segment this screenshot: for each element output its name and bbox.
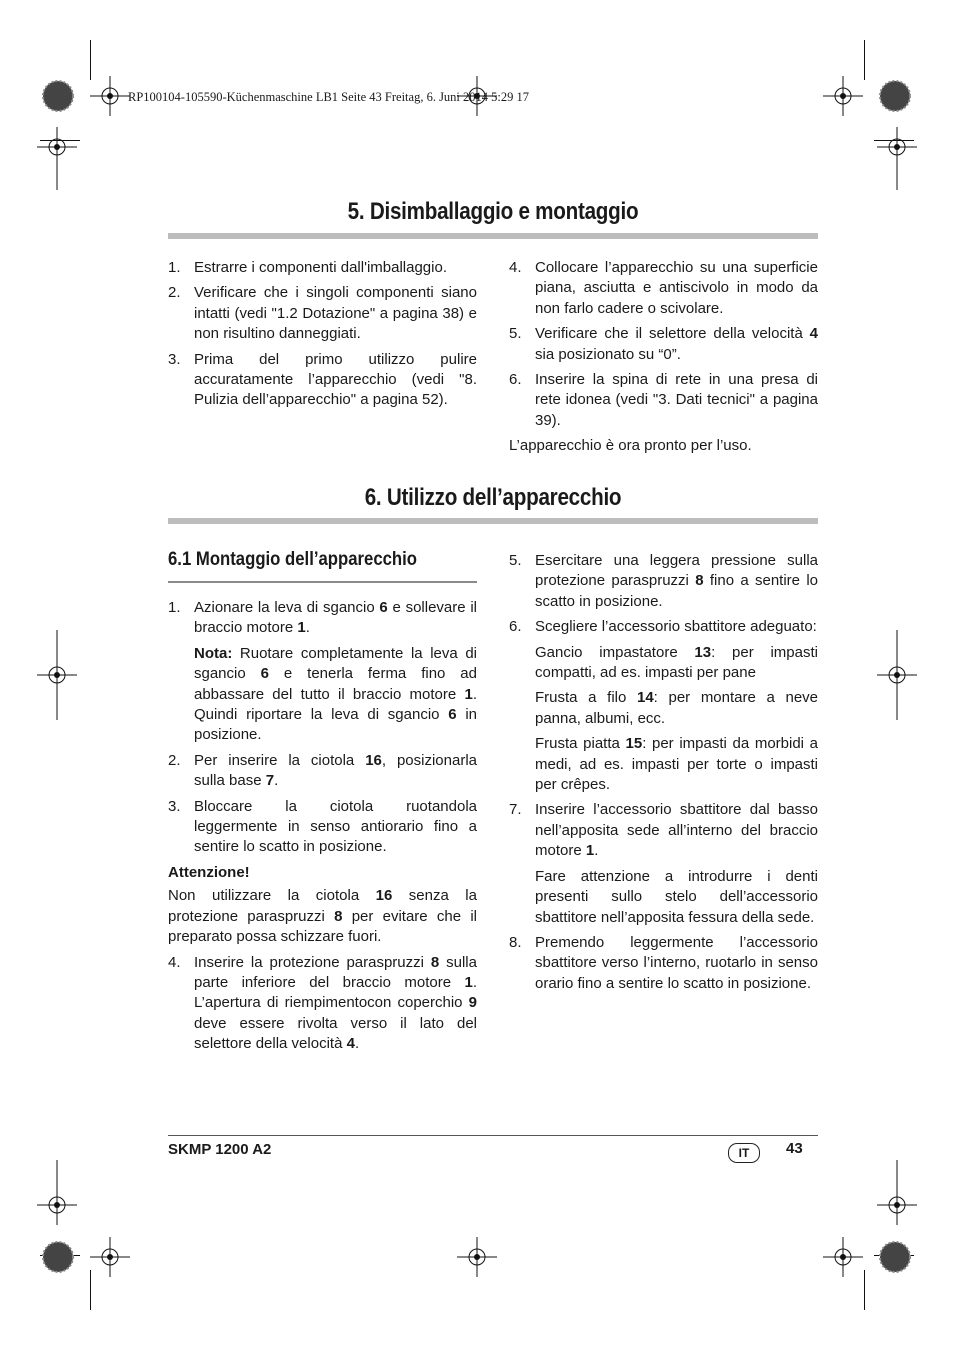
accessory-dough-hook: Gancio impastatore 13: per impasti compatti, ad es. impasti per pane [535,643,818,682]
section-5-title: 5. Disimballaggio e montaggio [347,198,639,225]
list-item: 4. Inserire la protezione paraspruzzi 8 sulla parte inferiore del braccio motore 1. L’apertura di riempimentocon coperchio 9 deve essere rivolta verso il lato del selettore della velocità 4. [168,953,477,1053]
section-6-rule [168,518,818,524]
footer-rule [168,1135,818,1136]
list-subparagraph: Fare attenzione a introdurre i denti presenti sullo stelo dell’accessorio sbattitore nell’apposita fessura della sede. [535,867,818,926]
accessory-flat-beater: Frusta piatta 15: per impasti da morbidi a medi, ad es. impasti per torte o impasti per crêpes. [535,735,818,794]
section-6-right-column [509,551,818,999]
warning-label: Attenzione! [168,863,250,881]
list-item: 2. Per inserire la ciotola 16, posizionarla sulla base 7. [168,751,477,790]
list-item: 1. Estrarre i componenti dall'imballaggio. [168,259,447,276]
subsection-rule [168,581,477,583]
list-item: 1. Azionare la leva di sgancio 6 e sollevare il braccio motore 1. [168,599,477,637]
language-badge: IT [728,1143,760,1163]
print-header: RP100104-105590-Küchenmaschine LB1 Seite 43 Freitag, 6. Juni 2014 5:29 17 [128,90,530,104]
list-item: 6. Inserire la spina di rete in una presa di rete idonea (vedi "3. Dati tecnici" a pagina 39). [509,371,818,429]
model-number: SKMP 1200 A2 [168,1141,272,1158]
subsection-title: 6.1 Montaggio dell’apparecchio [168,549,417,570]
ready-note: L’apparecchio è ora pronto per l’uso. [509,437,752,455]
list-item: 5. Verificare che il selettore della velocità 4 sia posizionato su “0”. [509,325,818,363]
list-item: 7. Inserire l’accessorio sbattitore dal basso nell’apposita sede all’interno del braccio motore 1. [509,801,818,860]
section-6-title: 6. Utilizzo dell’apparecchio [364,484,622,511]
list-item: 3. Prima del primo utilizzo pulire accuratamente l’apparecchio (vedi "8. Pulizia dell’apparecchio" a pagina 52). [168,350,477,409]
list-item: 8. Premendo leggermente l’accessorio sbattitore verso l’interno, ruotarlo in senso orario fino a sentire lo scatto in posizione. [509,933,818,992]
accessory-whisk: Frusta a filo 14: per montare a neve panna, albumi, ecc. [535,689,819,727]
warning-text: Non utilizzare la ciotola 16 senza la protezione paraspruzzi 8 per evitare che il preparato possa schizzare fuori. [168,887,477,946]
section-5-right-column [509,258,818,462]
section-5-left-column [168,258,477,416]
list-item: 2. Verificare che i singoli componenti siano intatti (vedi "1.2 Dotazione" a pagina 38) e non risultino danneggiati. [168,284,477,343]
list-item: 6. Scegliere l’accessorio sbattitore adeguato: [509,618,817,636]
page-number: 43 [786,1140,803,1157]
section-5-rule [168,233,818,239]
list-item: 5. Esercitare una leggera pressione sulla protezione paraspruzzi 8 fino a sentire lo scatto in posizione. [509,552,818,610]
list-item: 4. Collocare l’apparecchio su una superficie piana, asciutta e antiscivolo in modo da non farlo cadere o scivolare. [509,259,818,317]
note-paragraph: Nota: Ruotare completamente la leva di sgancio 6 e tenerla ferma fino ad abbassare del tutto il braccio motore 1. Quindi riportare la leva di sgancio 6 in posizione. [194,644,477,744]
list-item: 3. Bloccare la ciotola ruotandola leggermente in senso antiorario fino a sentire lo scatto in posizione. [168,797,477,856]
section-6-left-column [168,598,477,1060]
